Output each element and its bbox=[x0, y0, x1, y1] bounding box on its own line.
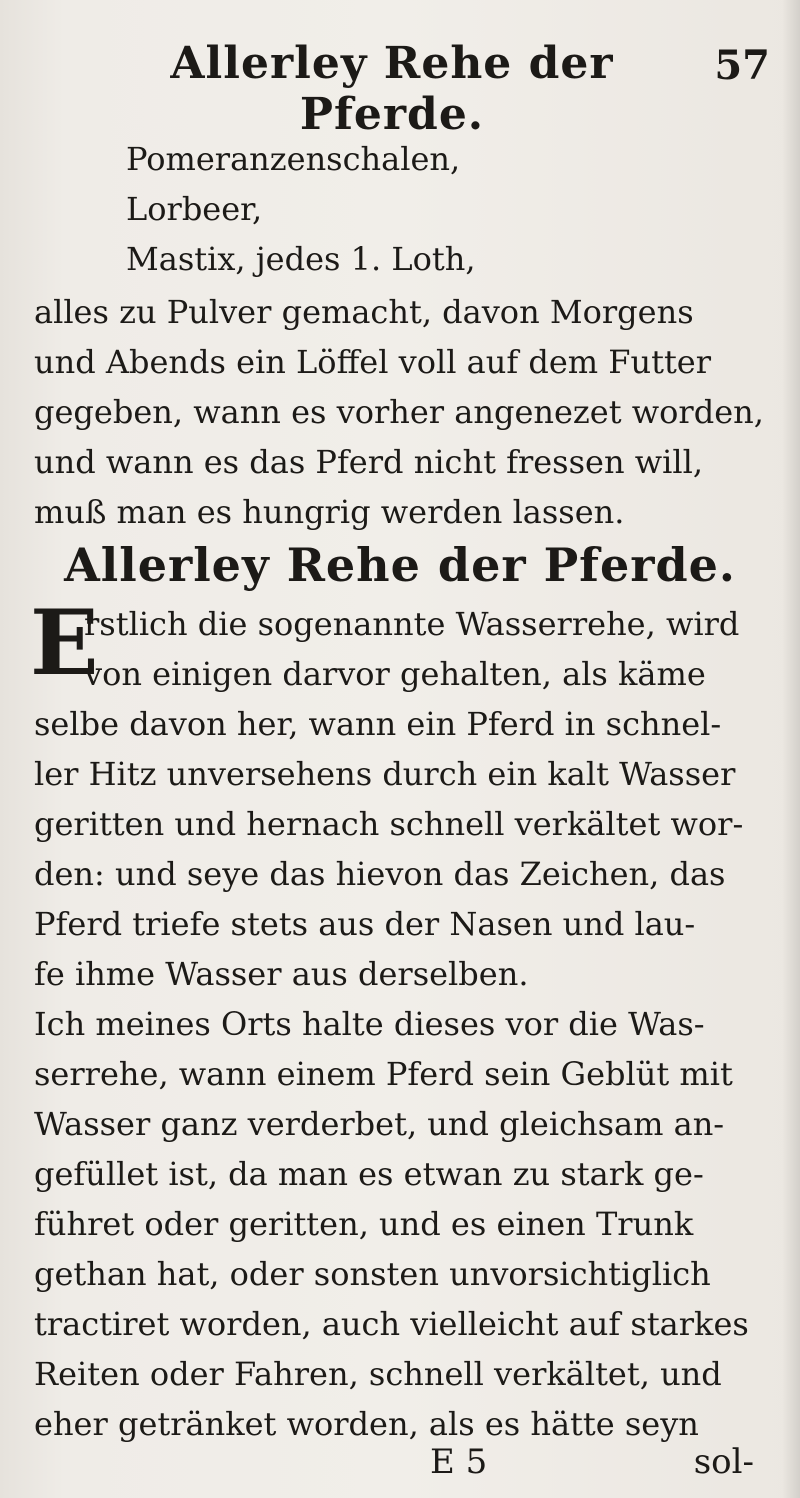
text-line: alles zu Pulver gemacht, davon Morgens bbox=[34, 293, 694, 331]
catchword: sol- bbox=[693, 1442, 754, 1482]
running-head-title: Allerley Rehe der Pferde. bbox=[170, 38, 614, 140]
signature-mark: E 5 bbox=[430, 1442, 488, 1482]
text-line: selbe davon her, wann ein Pferd in schnel- bbox=[34, 705, 722, 743]
ingredient-line: Lorbeer, bbox=[126, 190, 263, 228]
text-line: fe ihme Wasser aus derselben. bbox=[34, 955, 529, 993]
running-head bbox=[0, 38, 800, 140]
page-number: 57 bbox=[714, 42, 770, 89]
section-heading: Allerley Rehe der Pferde. bbox=[64, 538, 736, 592]
text-line: den: und seye das hievon das Zeichen, das bbox=[34, 855, 726, 893]
text-line: serrehe, wann einem Pferd sein Geblüt mit bbox=[34, 1055, 733, 1093]
text-line: muß man es hungrig werden lassen. bbox=[34, 493, 625, 531]
text-line: rstlich die sogenannte Wasserrehe, wird bbox=[84, 605, 740, 643]
drop-initial: E bbox=[30, 590, 99, 696]
text-line: gethan hat, oder sonsten unvorsichtiglich bbox=[34, 1255, 711, 1293]
text-line: und wann es das Pferd nicht fressen will, bbox=[34, 443, 703, 481]
text-line: Reiten oder Fahren, schnell verkältet, und bbox=[34, 1355, 722, 1393]
text-line: Wasser ganz verderbet, und gleichsam an- bbox=[34, 1105, 725, 1143]
ingredient-line: Mastix, jedes 1. Loth, bbox=[126, 240, 476, 278]
text-line: geritten und hernach schnell verkältet wor- bbox=[34, 805, 744, 843]
text-line: gegeben, wann es vorher angenezet worden, bbox=[34, 393, 764, 431]
text-line: führet oder geritten, und es einen Trunk bbox=[34, 1205, 694, 1243]
text-line: eher getränket worden, als es hätte seyn bbox=[34, 1405, 699, 1443]
text-line: gefüllet ist, da man es etwan zu stark ge- bbox=[34, 1155, 704, 1193]
text-line: tractiret worden, auch vielleicht auf starkes bbox=[34, 1305, 749, 1343]
text-line: und Abends ein Löffel voll auf dem Futter bbox=[34, 343, 712, 381]
text-line: Pferd triefe stets aus der Nasen und lau- bbox=[34, 905, 696, 943]
ingredient-line: Pomeranzenschalen, bbox=[126, 140, 461, 178]
page-edge-shadow bbox=[782, 0, 800, 1498]
text-line: Ich meines Orts halte dieses vor die Was- bbox=[34, 1005, 705, 1043]
text-line: ler Hitz unversehens durch ein kalt Wasser bbox=[34, 755, 736, 793]
text-line: von einigen darvor gehalten, als käme bbox=[84, 655, 706, 693]
